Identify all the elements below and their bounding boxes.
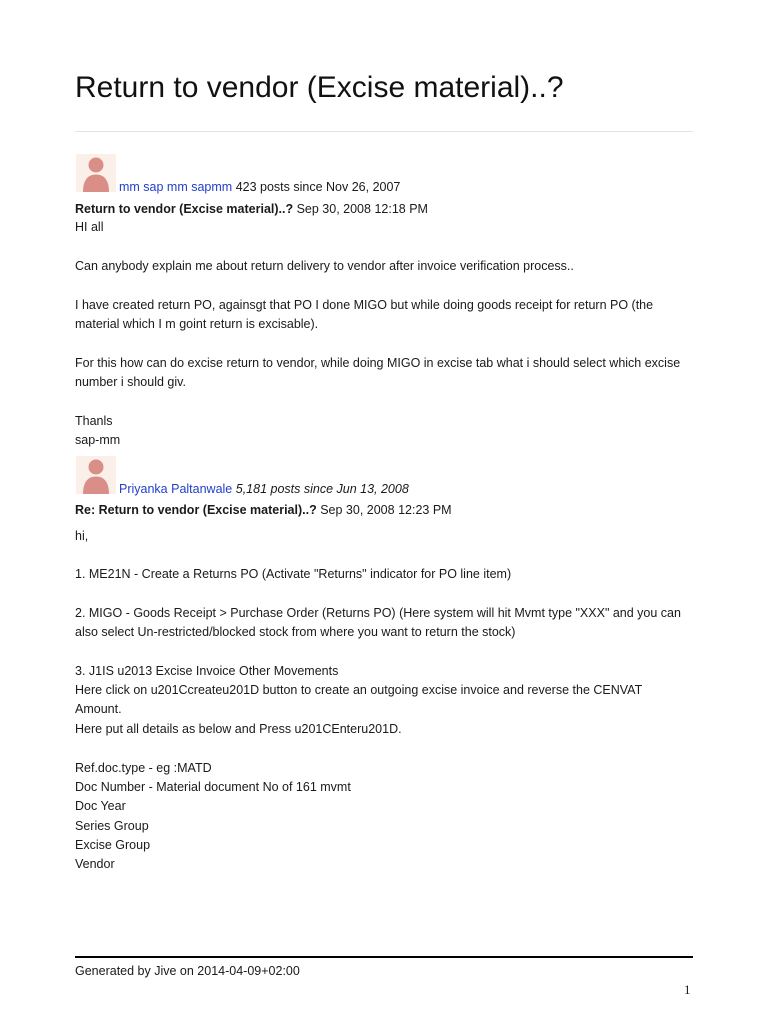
post-header [75,201,428,217]
post-body-line: I have created return PO, againsgt that PO I done MIGO but while doing goods receipt for return PO (the [75,298,654,312]
avatar [76,154,116,192]
post-body-line: sap-mm [75,433,121,447]
footer-generated: Generated by Jive on 2014-04-09+02:00 [75,964,300,978]
post-body-line: For this how can do excise return to vendor, while doing MIGO in excise tab what i should select which excise [75,356,681,370]
author-meta: 5,181 posts since Jun 13, 2008 [235,482,409,496]
post-body-line: Excise Group [75,838,151,852]
post-author-line [119,481,409,497]
post-author-line [119,179,400,195]
post-body-line: 3. J1IS u2013 Excise Invoice Other Movements [75,664,339,678]
post-body-line: Ref.doc.type - eg :MATD [75,761,212,775]
page-title: Return to vendor (Excise material)..? [75,71,564,104]
post-body-line: Doc Number - Material document No of 161 mvmt [75,780,351,794]
post-body-line: Doc Year [75,799,126,813]
post-date: Sep 30, 2008 12:23 PM [320,503,452,517]
author-link[interactable]: Priyanka Paltanwale [119,482,233,496]
post-body-line: Here click on u201Ccreateu201D button to create an outgoing excise invoice and reverse the CENVAT [75,683,643,697]
post-body-line: material which I m goint return is excisable). [75,317,319,331]
post-header [75,502,452,518]
post-body-line: also select Un-restricted/blocked stock from where you want to return the stock) [75,625,516,639]
post-body-line: hi, [75,529,89,543]
post-subject: Re: Return to vendor (Excise material)..? [75,503,317,517]
page-number: 1 [684,982,691,997]
title-divider [75,131,693,132]
post-body-line: Vendor [75,857,115,871]
post-body-line: HI all [75,220,104,234]
post-body-line: Thanls [75,414,113,428]
post-body-line: 1. ME21N - Create a Returns PO (Activate "Returns" indicator for PO line item) [75,567,512,581]
avatar [76,456,116,494]
post-body-line: number i should giv. [75,375,186,389]
post-subject: Return to vendor (Excise material)..? [75,202,294,216]
post-body-line: Amount. [75,702,122,716]
author-link[interactable]: mm sap mm sapmm [119,180,233,194]
post-body-line: Series Group [75,819,149,833]
author-meta: 423 posts since Nov 26, 2007 [235,180,401,194]
post-body-line: Can anybody explain me about return delivery to vendor after invoice verification process.. [75,259,574,273]
post-body-line: Here put all details as below and Press u201CEnteru201D. [75,722,402,736]
footer-divider [75,956,693,958]
post-date: Sep 30, 2008 12:18 PM [296,202,428,216]
post-body-line: 2. MIGO - Goods Receipt > Purchase Order (Returns PO) (Here system will hit Mvmt type "XXX" and you can [75,606,681,620]
